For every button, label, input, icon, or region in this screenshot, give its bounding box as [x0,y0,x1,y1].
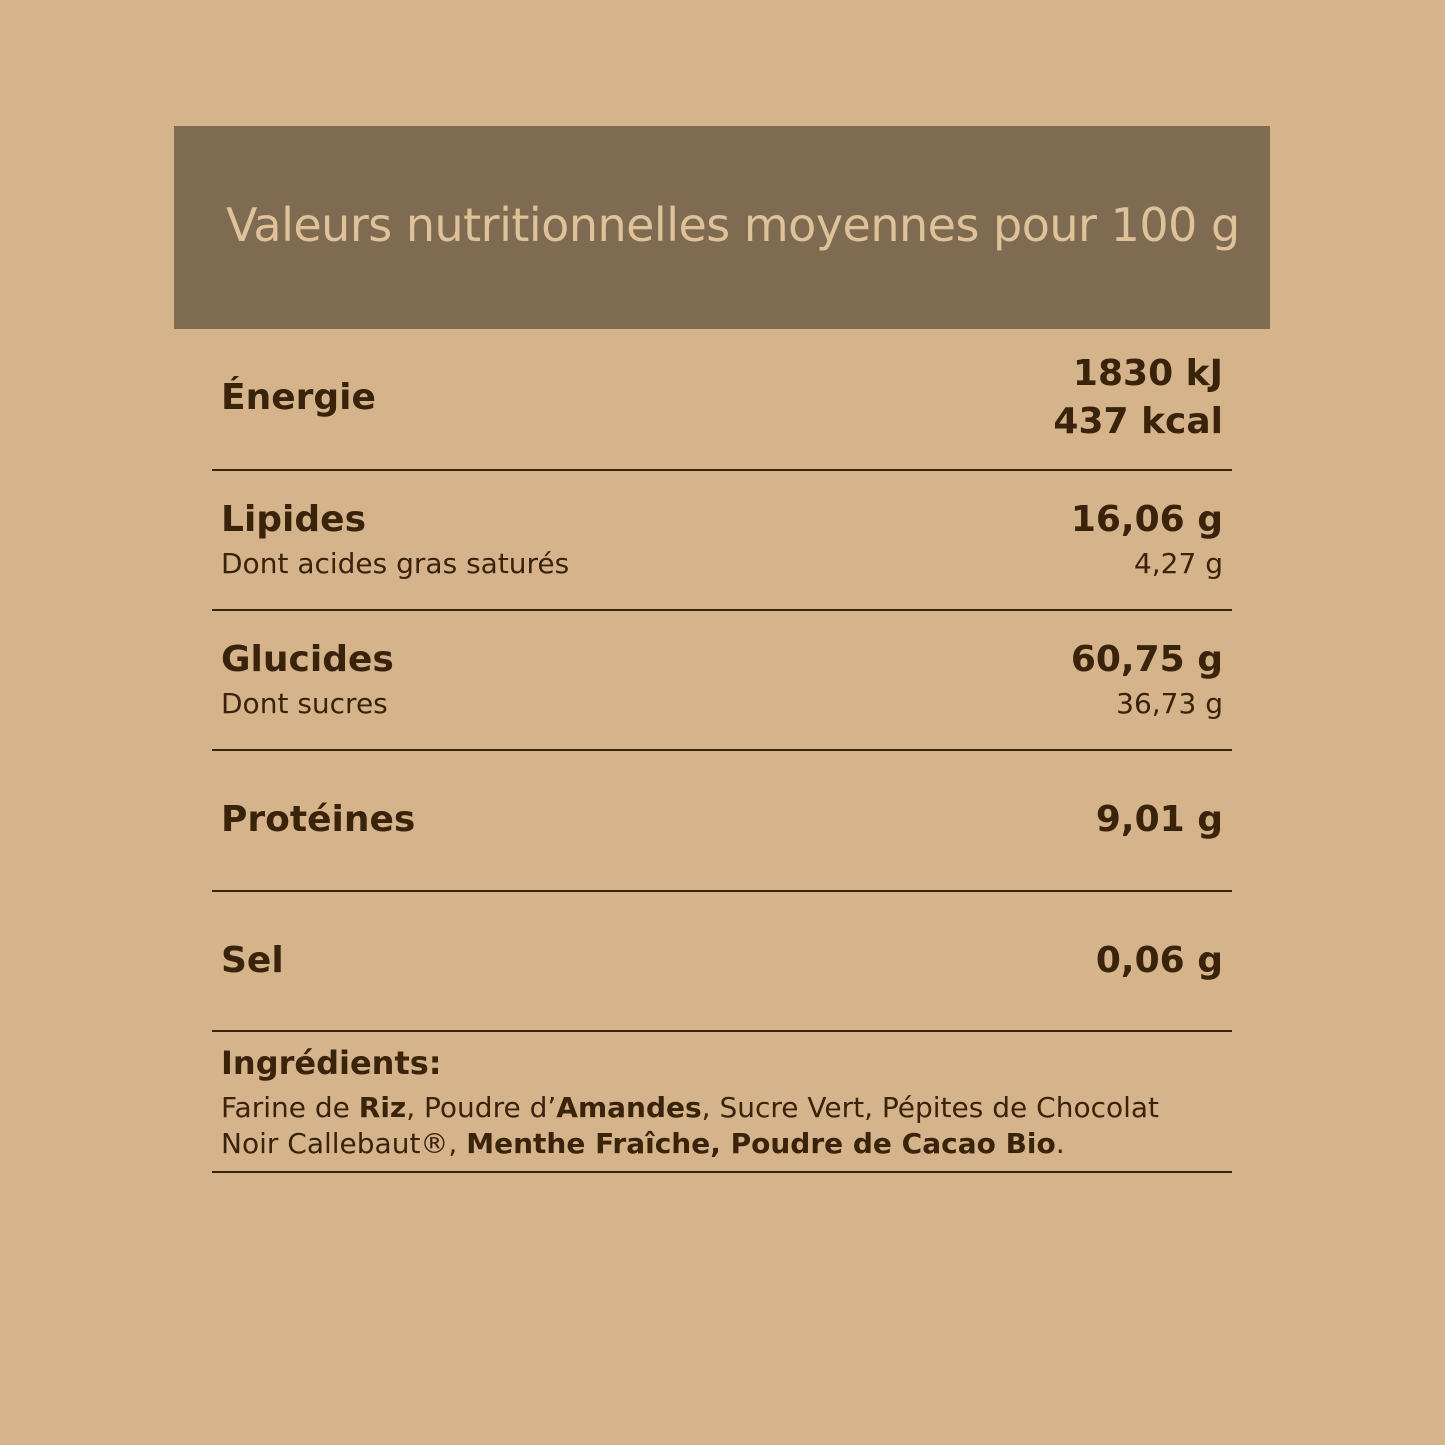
nutrition-row-proteines [212,751,1232,892]
ingredients-list [221,1090,1225,1162]
lipides-sub-value: 4,27 g [1133,547,1223,580]
nutrition-row-lipides [212,471,1232,611]
lipides-value: 16,06 g [1070,499,1223,540]
page-title: Valeurs nutritionnelles moyennes pour 100 g [226,198,1240,252]
lipides-label: Lipides [221,499,367,540]
sel-value: 0,06 g [1095,940,1223,981]
glucides-value: 60,75 g [1070,639,1223,680]
proteines-value: 9,01 g [1095,799,1223,840]
nutrition-row-sel [212,892,1232,1032]
ingredient-text: , Sucre Vert, Pépites de Chocolat Noir Callebaut®, [221,1091,1160,1160]
energie-label: Énergie [221,377,376,418]
sel-label: Sel [221,940,284,981]
lipides-sub-label: Dont acides gras saturés [221,547,570,580]
ingredient-highlight: Amandes [556,1091,702,1124]
glucides-label: Glucides [221,639,394,680]
ingredient-highlight: Riz [358,1091,407,1124]
energie-value-kcal: 437 kcal [1053,401,1223,442]
nutrition-row-glucides [212,611,1232,751]
glucides-sub-label: Dont sucres [221,687,388,720]
ingredient-text: Farine de [221,1091,359,1124]
energie-value-kj: 1830 kJ [1072,353,1223,394]
header-banner [174,126,1270,329]
nutrition-row-energie [212,329,1232,471]
ingredient-highlight: Menthe Fraîche, Poudre de Cacao Bio [466,1127,1056,1160]
ingredient-text: , Poudre d’ [406,1091,557,1124]
ingredient-text: . [1055,1127,1065,1160]
ingredients-title: Ingrédients: [221,1044,442,1082]
proteines-label: Protéines [221,799,416,840]
glucides-sub-value: 36,73 g [1116,687,1223,720]
ingredients-section [212,1032,1232,1173]
